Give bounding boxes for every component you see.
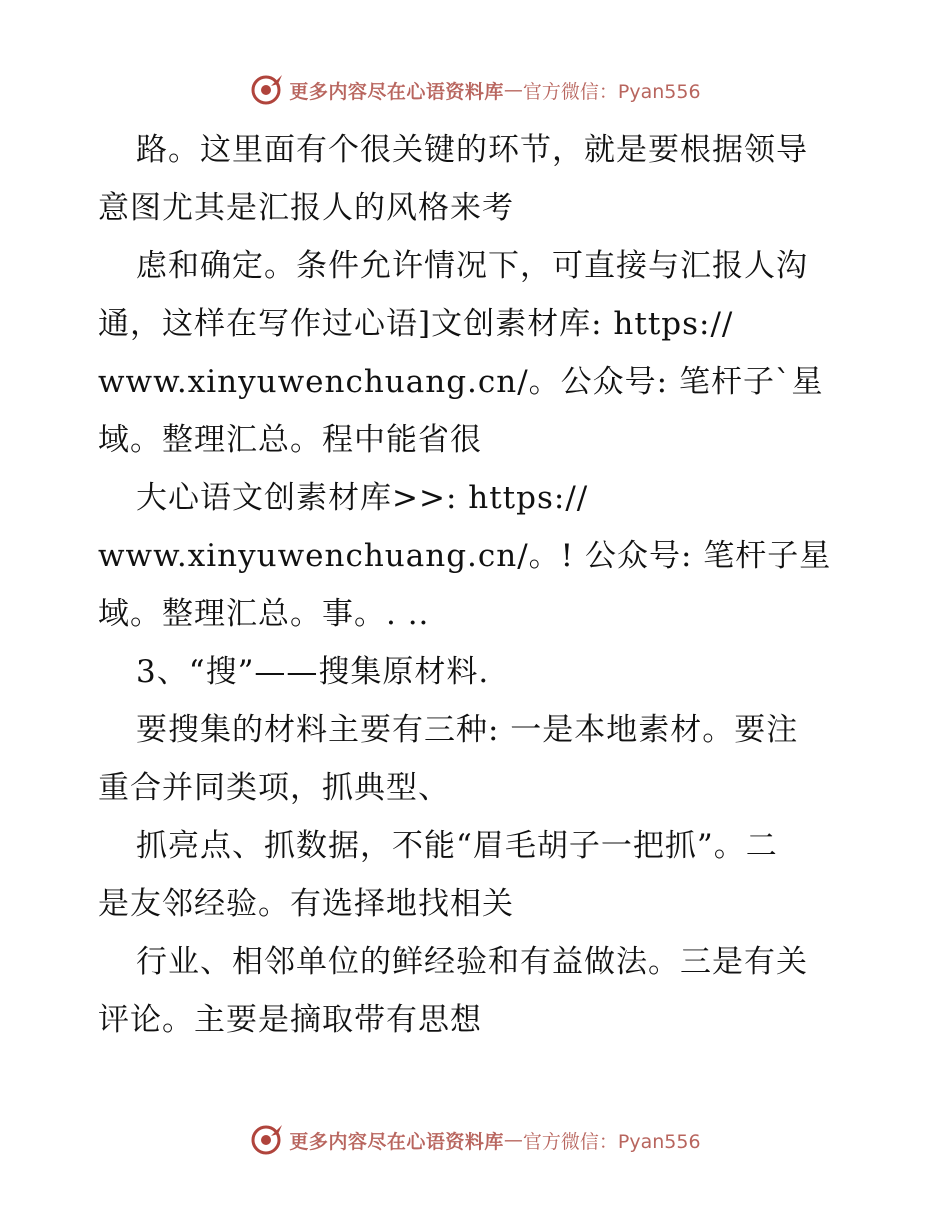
body-line: 重合并同类项，抓典型、 — [98, 770, 450, 806]
banner-contact: 官方微信：Pyan556 — [522, 1130, 701, 1153]
banner-separator: — — [503, 1129, 523, 1151]
banner-separator: — — [503, 79, 523, 101]
quill-logo-icon — [249, 1122, 285, 1158]
banner-title: 更多内容尽在心语资料库 — [289, 1130, 504, 1153]
body-line: 是友邻经验。有选择地找相关 — [98, 886, 514, 922]
body-line: 域。整理汇总。程中能省很 — [98, 422, 482, 458]
body-line: 域。整理汇总。事。. .. — [98, 596, 430, 632]
document-body — [98, 121, 858, 1049]
banner-contact: 官方微信：Pyan556 — [522, 80, 701, 103]
body-line: 要搜集的材料主要有三种: 一是本地素材。要注 — [136, 712, 799, 748]
body-line: 大心语文创素材库>>: https:// — [136, 480, 589, 516]
body-line: 抓亮点、抓数据，不能“眉毛胡子一把抓”。二 — [136, 828, 778, 864]
quill-logo-icon — [249, 72, 285, 108]
body-line: 评论。主要是摘取带有思想 — [98, 1002, 482, 1038]
body-line: 行业、相邻单位的鲜经验和有益做法。三是有关 — [136, 944, 808, 980]
footer-banner — [0, 1120, 950, 1160]
body-line: www.xinyuwenchuang.cn/。! 公众号: 笔杆子星 — [98, 538, 832, 574]
body-line: 意图尤其是汇报人的风格来考 — [98, 190, 514, 226]
body-line: 通，这样在写作过心语]文创素材库: https:// — [98, 306, 734, 342]
body-line: 3、“搜”——搜集原材料. — [136, 654, 490, 690]
banner-title: 更多内容尽在心语资料库 — [289, 80, 504, 103]
body-line: 虑和确定。条件允许情况下，可直接与汇报人沟 — [136, 248, 808, 284]
body-line: www.xinyuwenchuang.cn/。公众号: 笔杆子`星 — [98, 364, 824, 400]
header-banner — [0, 70, 950, 110]
body-line: 路。这里面有个很关键的环节，就是要根据领导 — [136, 132, 808, 168]
